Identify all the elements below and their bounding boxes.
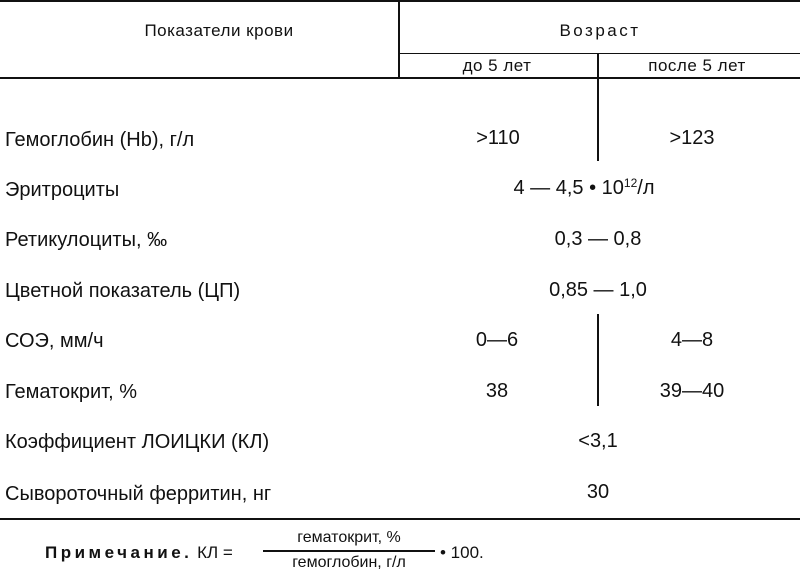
erythrocytes-value-exponent: 12 [623, 176, 638, 190]
row-label-color-index: Цветной показатель (ЦП) [5, 280, 241, 302]
row-label-esr: СОЭ, мм/ч [5, 330, 104, 352]
erythrocytes-value-base: 4 — 4,5 • 10 [513, 177, 624, 199]
note-fraction [263, 530, 435, 571]
fraction-numerator: гематокрит, % [297, 529, 401, 546]
row-label-loitsky-coefficient: Коэффициент ЛОИЦКИ (КЛ) [5, 431, 270, 453]
row-label-hemoglobin: Гемоглобин (Hb), г/л [5, 129, 195, 151]
age-column-divider-top [597, 53, 599, 161]
header-under-5: до 5 лет [462, 56, 532, 75]
reticulocytes-value: 0,3 — 0,8 [554, 228, 642, 250]
color-index-value: 0,85 — 1,0 [549, 279, 647, 301]
header-indicators: Показатели крови [144, 21, 294, 40]
header-age: Возраст [559, 21, 641, 40]
row-label-reticulocytes: Ретикулоциты, ‰ [5, 229, 168, 251]
table-top-rule [0, 0, 800, 2]
age-subheader-rule [398, 53, 800, 54]
table-bottom-rule [0, 518, 800, 520]
hemoglobin-over-5: >123 [669, 127, 715, 149]
fraction-bar [263, 550, 435, 552]
hematocrit-under-5: 38 [485, 380, 509, 402]
note-formula-suffix: • 100. [440, 543, 484, 562]
erythrocytes-value-unit: /л [637, 177, 655, 199]
row-label-serum-ferritin: Сывороточный ферритин, нг [5, 483, 272, 505]
header-over-5: после 5 лет [648, 56, 746, 75]
esr-over-5: 4—8 [670, 329, 714, 351]
fraction-denominator: гемоглобин, г/л [292, 554, 406, 571]
hematocrit-over-5: 39—40 [659, 380, 725, 402]
loitsky-coefficient-value: <3,1 [578, 430, 618, 452]
esr-under-5: 0—6 [475, 329, 519, 351]
row-label-erythrocytes: Эритроциты [5, 179, 120, 201]
note-formula-prefix: КЛ = [197, 543, 233, 562]
age-column-divider-mid [597, 314, 599, 406]
erythrocytes-value [514, 178, 655, 198]
note [45, 544, 233, 561]
note-label: Примечание. [45, 543, 193, 562]
hemoglobin-under-5: >110 [476, 127, 520, 149]
header-column-divider [398, 0, 400, 78]
serum-ferritin-value: 30 [586, 481, 610, 503]
row-label-hematocrit: Гематокрит, % [5, 381, 137, 403]
header-bottom-rule [0, 77, 800, 79]
